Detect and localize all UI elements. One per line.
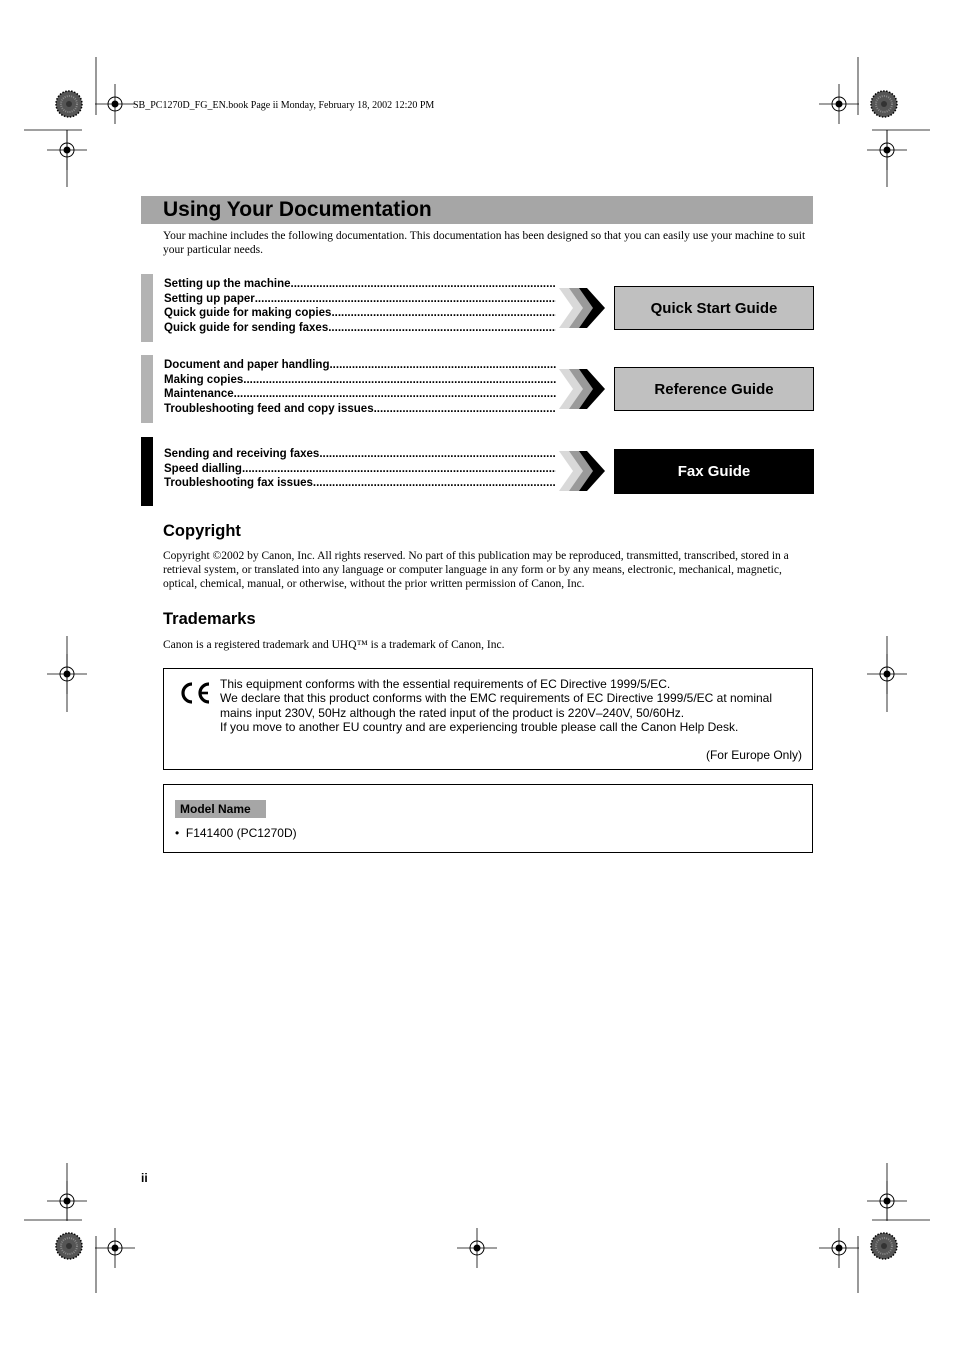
- topic-list: [164, 358, 556, 416]
- topic-item: Sending and receiving faxes .....: [164, 447, 556, 462]
- topic-item: Maintenance .....: [164, 387, 556, 402]
- topic-item: Document and paper handling .....: [164, 358, 556, 373]
- topic-list: [164, 277, 556, 335]
- guide-box-quick-start: Quick Start Guide: [614, 286, 814, 330]
- copyright-heading: Copyright: [163, 522, 241, 540]
- guide-box-reference: Reference Guide: [614, 367, 814, 411]
- topic-item: Troubleshooting feed and copy issues .....: [164, 402, 556, 417]
- chevron-arrows-icon: [559, 367, 605, 411]
- group-bar: [141, 274, 153, 342]
- region-note: (For Europe Only): [705, 748, 802, 762]
- ce-line: We declare that this product conforms with the EMC requirements of EC Directive 1999/5/EC at nominal mains input 230V, 50Hz although the rated input of the product is 220V–240V, 50/60Hz.: [220, 691, 773, 720]
- trademarks-heading: Trademarks: [163, 610, 256, 628]
- page-number: ii: [141, 1171, 148, 1185]
- copyright-text: Copyright ©2002 by Canon, Inc. All rights reserved. No part of this publication may be reproduced, transmitted, transcribed, stored in a retrieval system, or translated into any language or computer language in any form or by any means, electronic, mechanical, magnetic, optical, chemical, manual, or otherwise, without the prior written permission of Canon, Inc.: [163, 550, 789, 590]
- guide-group-fax: [141, 437, 816, 507]
- ce-notice-box: [163, 668, 813, 770]
- intro-text: Your machine includes the following documentation. This documentation has been designed so that you can easily use your machine to suit your particular needs.: [163, 230, 806, 256]
- ce-line: If you move to another EU country and are experiencing trouble please call the Canon Help Desk.: [220, 719, 739, 734]
- topic-item: Quick guide for sending faxes .....: [164, 321, 556, 336]
- ce-mark-icon: [177, 680, 211, 706]
- topic-list: [164, 447, 556, 491]
- model-name-label: Model Name: [175, 800, 266, 818]
- guide-box-fax: Fax Guide: [614, 449, 814, 494]
- topic-item: Troubleshooting fax issues .....: [164, 476, 556, 491]
- group-bar: [141, 437, 153, 506]
- ce-notice-text: [220, 677, 805, 734]
- chevron-arrows-icon: [559, 286, 605, 330]
- chevron-arrows-icon: [559, 449, 605, 493]
- ce-line: This equipment conforms with the essential requirements of EC Directive 1999/5/EC.: [220, 677, 671, 691]
- topic-item: Making copies .....: [164, 373, 556, 388]
- title-bar: [141, 196, 813, 224]
- page-title: Using Your Documentation: [163, 198, 432, 221]
- guide-group-quick-start: [141, 274, 816, 344]
- model-name-value: F141400 (PC1270D): [185, 826, 297, 840]
- bullet: •: [175, 826, 180, 840]
- topic-item: Speed dialling .....: [164, 462, 556, 477]
- topic-item: Setting up the machine .....: [164, 277, 556, 292]
- model-name-box: [163, 784, 813, 853]
- group-bar: [141, 355, 153, 423]
- trademarks-text: Canon is a registered trademark and UHQ™ is a trademark of Canon, Inc.: [163, 639, 505, 651]
- guide-group-reference: [141, 355, 816, 425]
- file-header: SB_PC1270D_FG_EN.book Page ii Monday, February 18, 2002 12:20 PM: [133, 100, 435, 111]
- topic-item: Quick guide for making copies .....: [164, 306, 556, 321]
- topic-item: Setting up paper .....: [164, 292, 556, 307]
- model-name-item: [175, 826, 297, 840]
